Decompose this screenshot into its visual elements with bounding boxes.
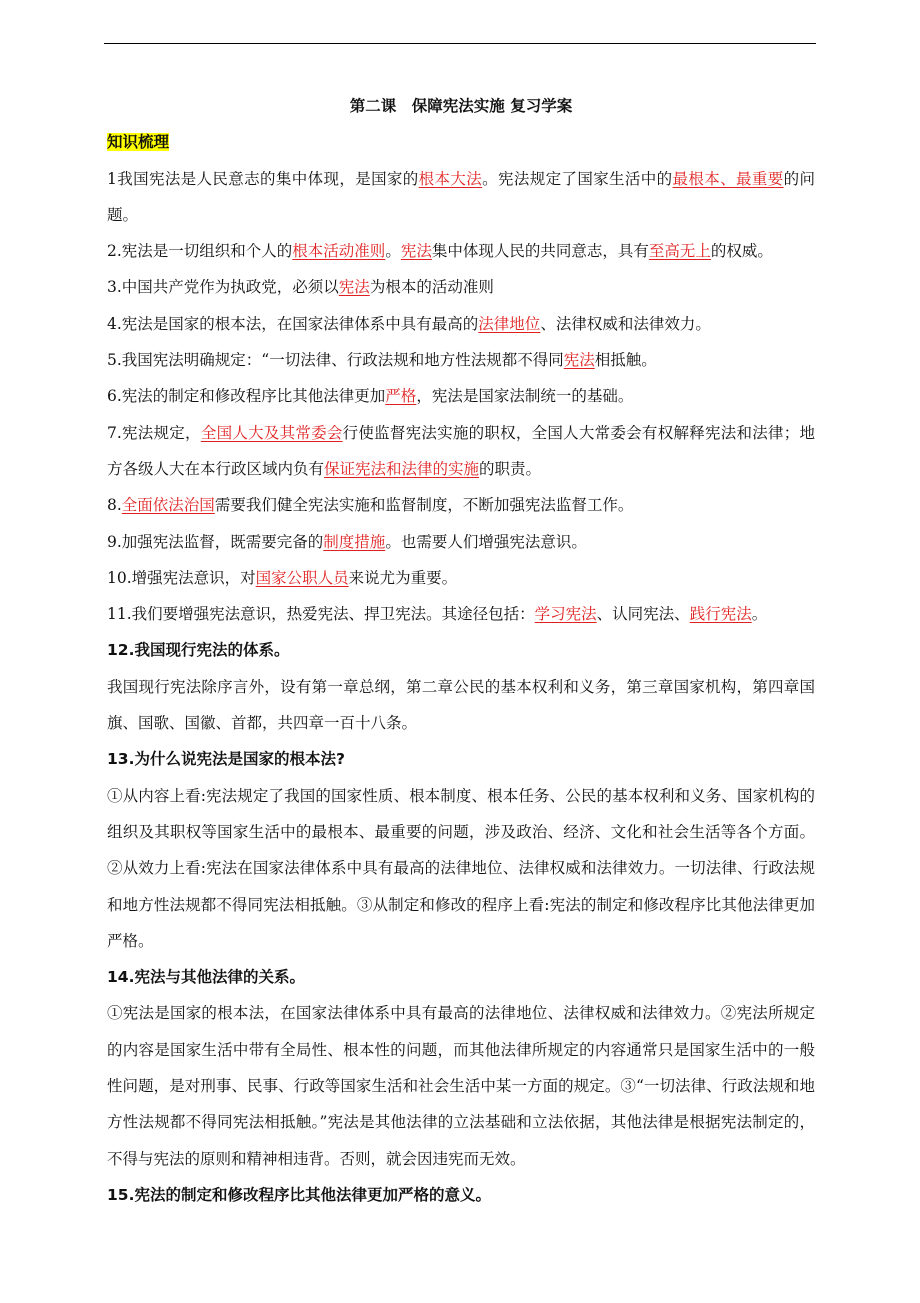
text-segment: 12.我国现行宪法的体系。 [107,641,290,660]
paragraph [107,161,815,234]
key-term: 学习宪法 [534,605,597,624]
text-segment: 9.加强宪法监督，既需要完备的 [107,532,324,551]
key-term: 保证宪法和法律的实施 [324,459,480,478]
text-segment: ①宪法是国家的根本法，在国家法律体系中具有最高的法律地位、法律权威和法律效力。②宪法所规定的内容是国家生活中带有全局性、根本性的问题，而其他法律所规定的内容通常只是国家生活中的一般性问题，是对刑事、民事、行政等国家生活和社会生活中某一方面的规定。③“一切法律、行政法规和地方性法规都不得同宪法相抵触。”宪法是其他法律的立法基础和立法依据，其他法律是根据宪法制定的，不得与宪法的原则和精神相违背。否则，就会因违宪而无效。 [107,1004,815,1168]
text-segment: 为根本的活动准则 [369,278,494,297]
paragraph [107,778,815,959]
text-segment: 。 [751,605,768,624]
key-term: 宪法 [563,351,595,370]
question-heading [107,632,815,668]
text-segment: 集中体现人民的共同意志，具有 [431,242,649,261]
paragraph-list [107,161,815,1214]
text-segment: 来说尤为重要。 [348,568,458,587]
text-segment: 的权威。 [710,242,773,261]
text-segment: 7.宪法规定， [107,423,201,442]
text-segment: 11.我们要增强宪法意识，热爱宪法、捍卫宪法。其途径包括： [107,605,535,624]
text-segment: 需要我们健全宪法实施和监督制度，不断加强宪法监督工作。 [214,496,634,515]
paragraph [107,342,815,378]
text-segment: 2.宪法是一切组织和个人的 [107,242,293,261]
paragraph [107,524,815,560]
text-segment: 14.宪法与其他法律的关系。 [107,968,305,987]
key-term: 严格 [385,387,417,406]
paragraph [107,560,815,596]
header-rule [104,43,816,44]
key-term: 制度措施 [323,532,386,551]
text-segment: ①从内容上看:宪法规定了我国的国家性质、根本制度、根本任务、公民的基本权利和义务、国家机构的组织及其职权等国家生活中的最根本、最重要的问题，涉及政治、经济、文化和社会生活等各个方面。②从效力上看:宪法在国家法律体系中具有最高的法律地位、法律权威和法律效力。一切法律、行政法规和地方性法规都不得同宪法相抵触。③从制定和修改的程序上看:宪法的制定和修改程序比其他法律更加严格。 [107,786,815,950]
question-heading [107,741,815,777]
key-term: 国家公职人员 [255,568,349,587]
text-segment: 的问题。 [107,169,815,224]
text-segment: 我国现行宪法除序言外，设有第一章总纲，第二章公民的基本权利和义务，第三章国家机构，第四章国旗、国歌、国徽、首都，共四章一百十八条。 [107,677,815,733]
text-segment: 3.中国共产党作为执政党，必须以 [107,278,339,297]
text-segment: 相抵触。 [594,351,657,370]
paragraph [107,233,815,269]
paragraph [107,596,815,632]
text-segment: 。宪法规定了国家生活中的 [482,169,673,188]
paragraph [107,378,815,414]
text-segment: 8. [107,496,122,515]
paragraph [107,269,815,305]
text-segment: 15.宪法的制定和修改程序比其他法律更加严格的意义。 [107,1185,491,1204]
key-term: 根本活动准则 [292,242,386,261]
text-segment: 。 [385,242,401,261]
text-segment: 1我国宪法是人民意志的集中体现，是国家的 [107,169,419,188]
paragraph [107,669,815,742]
text-segment: 5.我国宪法明确规定：“一切法律、行政法规和地方性法规都不得同 [107,351,564,370]
section-heading [107,124,815,160]
question-heading [107,1177,815,1213]
paragraph [107,415,815,488]
key-term: 最根本、最重要 [672,169,784,188]
text-segment: 13.为什么说宪法是国家的根本法? [107,750,345,769]
text-segment: 4.宪法是国家的根本法，在国家法律体系中具有最高的 [107,314,479,333]
text-segment: 10.增强宪法意识，对 [107,568,256,587]
text-segment: ，宪法是国家法制统一的基础。 [416,387,634,406]
text-segment: 、认同宪法、 [596,605,690,624]
page-title: 第二课 保障宪法实施 复习学案 [349,97,573,115]
text-segment: 、法律权威和法律效力。 [540,314,711,333]
document-body [107,88,815,1213]
text-segment: 6.宪法的制定和修改程序比其他法律更加 [107,387,386,406]
key-term: 至高无上 [648,242,711,261]
key-term: 践行宪法 [689,605,752,624]
question-heading [107,959,815,995]
section-heading-text: 知识梳理 [107,133,170,152]
text-segment: 。也需要人们增强宪法意识。 [385,532,587,551]
paragraph [107,487,815,523]
key-term: 宪法 [338,278,370,297]
text-segment: 行使监督宪法实施的职权，全国人大常委会有权解释宪法和法律；地方各级人大在本行政区域内负有 [107,423,815,478]
key-term: 宪法 [400,242,432,261]
key-term: 全国人大及其常委会 [200,423,343,442]
paragraph [107,306,815,342]
paragraph [107,995,815,1176]
key-term: 全面依法治国 [121,496,215,515]
key-term: 根本大法 [418,169,483,188]
key-term: 法律地位 [478,314,541,333]
text-segment: 的职责。 [479,459,542,478]
